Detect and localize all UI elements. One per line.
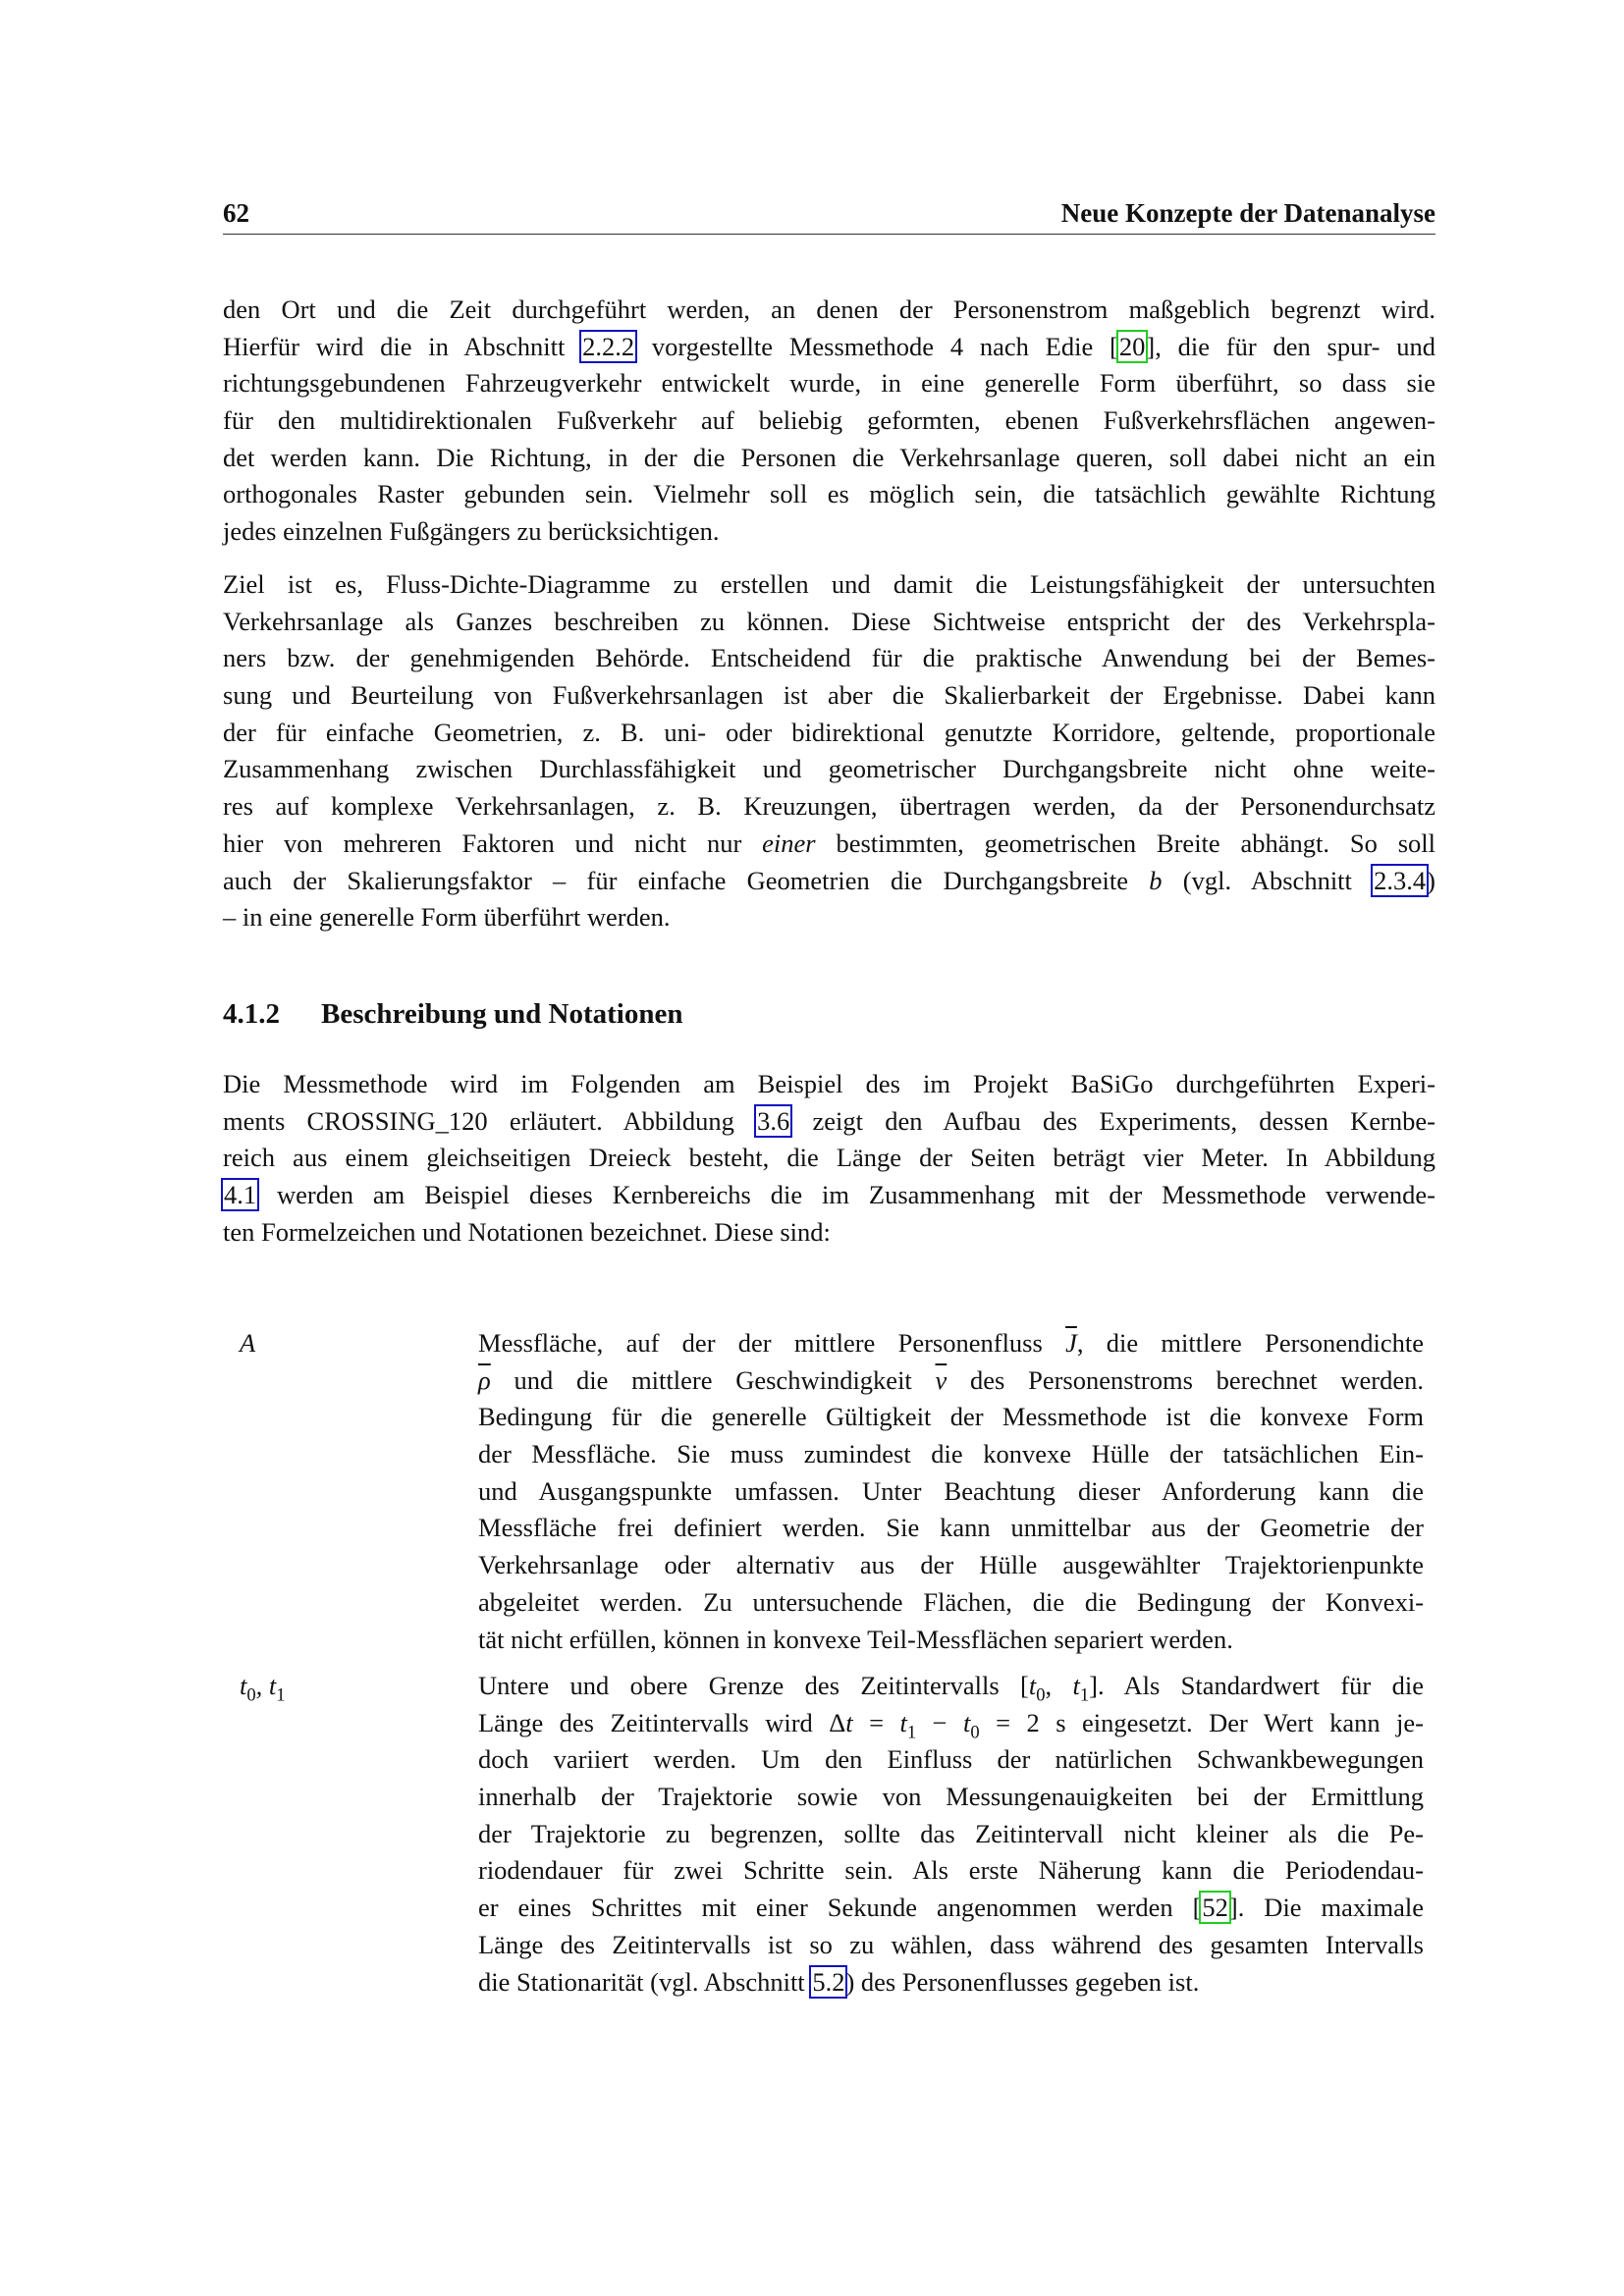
definition-text-a: [478, 1325, 1424, 1658]
text-run: ]. Als Standardwert für die: [1089, 1671, 1424, 1700]
italic-text: t: [963, 1707, 971, 1737]
text-run: −: [916, 1707, 964, 1737]
text-run: er eines Schrittes mit einer Sekunde angenommen werden [: [478, 1893, 1202, 1923]
text-run: Untere und obere Grenze des Zeitintervalls [: [478, 1671, 1029, 1700]
math-italic: [268, 1671, 286, 1706]
text-run: Verkehrsanlage als Ganzes beschreiben zu können. Diese Sichtweise entspricht der des Verkehrspla-: [223, 606, 1435, 636]
text-run: werden am Beispiel dieses Kernbereichs die im Zusammenhang mit der Messmethode verwende-: [257, 1180, 1435, 1210]
text-line: [478, 1547, 1424, 1584]
section-reference-link[interactable]: 2.3.4: [1374, 865, 1427, 895]
text-run: Messfläche, auf der der mittlere Personenfluss: [478, 1328, 1066, 1358]
running-header: [223, 194, 1435, 232]
section-reference-link[interactable]: 5.2: [812, 1966, 845, 1997]
section-reference-link[interactable]: 4.1: [224, 1180, 257, 1210]
page-number: 62: [223, 198, 249, 228]
text-line: [478, 1362, 1424, 1400]
text-line: [223, 1177, 1435, 1214]
text-run: ,: [255, 1671, 269, 1700]
text-line: [223, 1103, 1435, 1141]
text-run: Hierfür wird die in Abschnitt: [223, 331, 582, 361]
text-run: reich aus einem gleichseitigen Dreieck besteht, die Länge der Seiten beträgt vier Meter. In Abbildung: [223, 1143, 1435, 1173]
section-reference-link[interactable]: 3.6: [757, 1105, 790, 1136]
paragraph-2: [223, 566, 1435, 936]
text-line: [478, 1325, 1424, 1362]
text-line: [223, 402, 1435, 440]
subscript: 0: [246, 1684, 256, 1706]
text-run: für den multidirektionalen Fußverkehr auf beliebig geformten, ebenen Fußverkehrsflächen angewen-: [223, 405, 1435, 436]
subscript: 1: [1079, 1684, 1090, 1706]
section-heading: [223, 995, 683, 1033]
text-line: [478, 1510, 1424, 1547]
text-run: Ziel ist es, Fluss-Dichte-Diagramme zu erstellen und damit die Leistungsfähigkeit der untersuchten: [223, 569, 1435, 599]
text-run: bestimmten, geometrischen Breite abhängt. So soll: [815, 828, 1435, 858]
subscript: 0: [970, 1721, 980, 1742]
italic-text: t: [899, 1707, 907, 1737]
text-line: [223, 513, 1435, 551]
citation-link[interactable]: 20: [1118, 331, 1146, 361]
math-italic: [1072, 1671, 1090, 1706]
text-line: [223, 365, 1435, 402]
text-run: ments CROSSING_120 erläutert. Abbildung: [223, 1105, 757, 1136]
text-line: [478, 1964, 1424, 2002]
text-run: auch der Skalierungsfaktor – für einfache Geometrien die Durchgangsbreite: [223, 865, 1150, 895]
text-line: [223, 604, 1435, 641]
text-line: [478, 1622, 1424, 1659]
text-run: ]. Die maximale: [1228, 1893, 1424, 1923]
text-run: Länge des Zeitintervalls wird Δ: [478, 1707, 846, 1737]
text-line: [478, 1927, 1424, 1964]
text-run: zeigt den Aufbau des Experiments, dessen Kernbe-: [790, 1105, 1435, 1136]
definition-text-t0-t1: [478, 1668, 1424, 2001]
text-line: [478, 1779, 1424, 1816]
text-run: des Personenstroms berechnet werden.: [947, 1364, 1424, 1395]
math-italic: [963, 1707, 980, 1742]
text-run: die Stationarität (vgl. Abschnitt: [478, 1966, 812, 1997]
text-run: orthogonales Raster gebunden sein. Vielmehr soll es möglich sein, die tatsächlich gewählte Richtung: [223, 479, 1435, 509]
text-run: , die mittlere Personendichte: [1076, 1328, 1424, 1358]
math-italic: [1028, 1671, 1046, 1706]
italic-text: t: [1028, 1671, 1037, 1700]
math-italic: [899, 1707, 917, 1742]
definition-term-t0-t1: [240, 1668, 286, 1705]
text-line: [478, 1705, 1424, 1742]
text-run: ], die für den spur- und: [1146, 331, 1436, 361]
header-rule: [223, 234, 1435, 235]
text-run: doch variiert werden. Um den Einfluss der natürlichen Schwankbewegungen: [478, 1744, 1424, 1775]
text-run: ): [1427, 865, 1435, 895]
text-line: [223, 788, 1435, 826]
text-run: den Ort und die Zeit durchgeführt werden, an denen der Personenstrom maßgeblich begrenzt wird.: [223, 294, 1435, 324]
text-run: ten Formelzeichen und Notationen bezeichnet. Diese sind:: [223, 1216, 831, 1247]
text-run: Messfläche frei definiert werden. Sie kann unmittelbar aus der Geometrie der: [478, 1513, 1424, 1543]
text-line: [478, 1741, 1424, 1779]
text-line: [223, 292, 1435, 329]
italic-text: t: [1072, 1671, 1080, 1700]
math-italic: [240, 1328, 255, 1358]
text-run: Verkehrsanlage oder alternativ aus der Hülle ausgewählter Trajektorienpunkte: [478, 1550, 1424, 1580]
math-italic: [845, 1708, 852, 1737]
math-italic: [762, 828, 815, 858]
text-run: und Ausgangspunkte umfassen. Unter Beachtung dieser Anforderung kann die: [478, 1475, 1424, 1506]
italic-text: einer: [762, 828, 816, 858]
text-run: vorgestellte Messmethode 4 nach Edie [: [635, 331, 1118, 361]
text-run: – in eine generelle Form überführt werden.: [223, 902, 671, 933]
italic-text: b: [1149, 865, 1163, 895]
text-line: [223, 640, 1435, 677]
text-line: [478, 1852, 1424, 1890]
text-line: [223, 751, 1435, 788]
text-line: [223, 826, 1435, 863]
text-run: (vgl. Abschnitt: [1162, 865, 1374, 895]
text-run: innerhalb der Trajektorie sowie von Messungenauigkeiten bei der Ermittlung: [478, 1782, 1424, 1812]
text-run: der Trajektorie zu begrenzen, sollte das Zeitintervall nicht kleiner als die Pe-: [478, 1818, 1424, 1848]
running-title: Neue Konzepte der Datenanalyse: [1060, 198, 1435, 228]
text-run: jedes einzelnen Fußgängers zu berücksichtigen.: [223, 516, 720, 547]
text-run: der für einfache Geometrien, z. B. uni- oder bidirektional genutzte Korridore, geltende, proportionale: [223, 717, 1435, 747]
text-run: hier von mehreren Faktoren und nicht nur: [223, 828, 763, 858]
text-run: res auf komplexe Verkehrsanlagen, z. B. Kreuzungen, übertragen werden, da der Personendurchsatz: [223, 791, 1435, 822]
math-italic: [1149, 866, 1162, 895]
text-run: = 2 s eingesetzt. Der Wert kann je-: [979, 1707, 1424, 1737]
math-italic: [240, 1671, 256, 1706]
text-run: ners bzw. der genehmigenden Behörde. Entscheidend für die praktische Anwendung bei der Bemes-: [223, 643, 1435, 673]
paragraph-1: [223, 292, 1435, 551]
subscript: 0: [1036, 1684, 1046, 1706]
italic-text: t: [240, 1671, 247, 1700]
text-line: [223, 863, 1435, 900]
text-run: riodendauer für zwei Schritte sein. Als erste Näherung kann die Periodendau-: [478, 1855, 1424, 1886]
subscript: 1: [276, 1684, 286, 1706]
text-line: [223, 476, 1435, 513]
text-line: [223, 329, 1435, 366]
text-line: [478, 1436, 1424, 1473]
text-run: ) des Personenflusses gegeben ist.: [845, 1966, 1200, 1997]
text-line: [223, 1066, 1435, 1103]
math-symbol-mean: $\overline{\rho}$: [478, 1364, 491, 1395]
text-run: Bedingung für die generelle Gültigkeit der Messmethode ist die konvexe Form: [478, 1402, 1424, 1432]
text-run: Zusammenhang zwischen Durchlassfähigkeit und geometrischer Durchgangsbreite nicht ohne weite-: [223, 754, 1435, 784]
text-line: [223, 566, 1435, 604]
italic-text: t: [845, 1707, 853, 1737]
text-line: [478, 1816, 1424, 1853]
section-title: Beschreibung und Notationen: [321, 998, 683, 1030]
text-run: und die mittlere Geschwindigkeit: [490, 1364, 936, 1395]
paragraph-3: [223, 1066, 1435, 1251]
text-line: [478, 1890, 1424, 1927]
text-line: [223, 440, 1435, 477]
text-line: [223, 1140, 1435, 1177]
text-line: [223, 677, 1435, 715]
section-reference-link[interactable]: 2.2.2: [582, 331, 635, 361]
text-run: richtungsgebundenen Fahrzeugverkehr entwickelt wurde, in eine generelle Form überführt, so dass sie: [223, 368, 1435, 399]
text-run: sung und Beurteilung von Fußverkehrsanlagen ist aber die Skalierbarkeit der Ergebnisse. Dabei kann: [223, 680, 1435, 711]
math-symbol-mean: $\overline{J}$: [1065, 1328, 1077, 1358]
subscript: 1: [906, 1721, 917, 1742]
text-line: [223, 715, 1435, 752]
text-run: der Messfläche. Sie muss zumindest die konvexe Hülle der tatsächlichen Ein-: [478, 1439, 1424, 1469]
text-run: tät nicht erfüllen, können in konvexe Teil-Messflächen separiert werden.: [478, 1624, 1233, 1654]
text-run: ,: [1045, 1671, 1073, 1700]
definition-term-a: [240, 1325, 255, 1362]
section-number: 4.1.2: [223, 998, 280, 1030]
text-line: [223, 899, 1435, 936]
text-line: [478, 1668, 1424, 1705]
citation-link[interactable]: 52: [1202, 1893, 1228, 1923]
italic-text: A: [240, 1328, 256, 1358]
math-symbol-mean: $\overline{v}$: [935, 1364, 947, 1395]
text-line: [223, 1214, 1435, 1252]
text-line: [478, 1584, 1424, 1622]
text-line: [478, 1473, 1424, 1511]
text-run: =: [852, 1707, 900, 1737]
text-line: [478, 1399, 1424, 1436]
text-run: det werden kann. Die Richtung, in der die Personen die Verkehrsanlage queren, soll dabei nicht an ein: [223, 442, 1435, 472]
italic-text: t: [268, 1671, 277, 1700]
text-run: Die Messmethode wird im Folgenden am Beispiel des im Projekt BaSiGo durchgeführten Experi-: [223, 1069, 1435, 1098]
text-run: abgeleitet werden. Zu untersuchende Flächen, die die Bedingung der Konvexi-: [478, 1586, 1424, 1617]
text-run: Länge des Zeitintervalls ist so zu wählen, dass während des gesamten Intervalls: [478, 1929, 1424, 1959]
